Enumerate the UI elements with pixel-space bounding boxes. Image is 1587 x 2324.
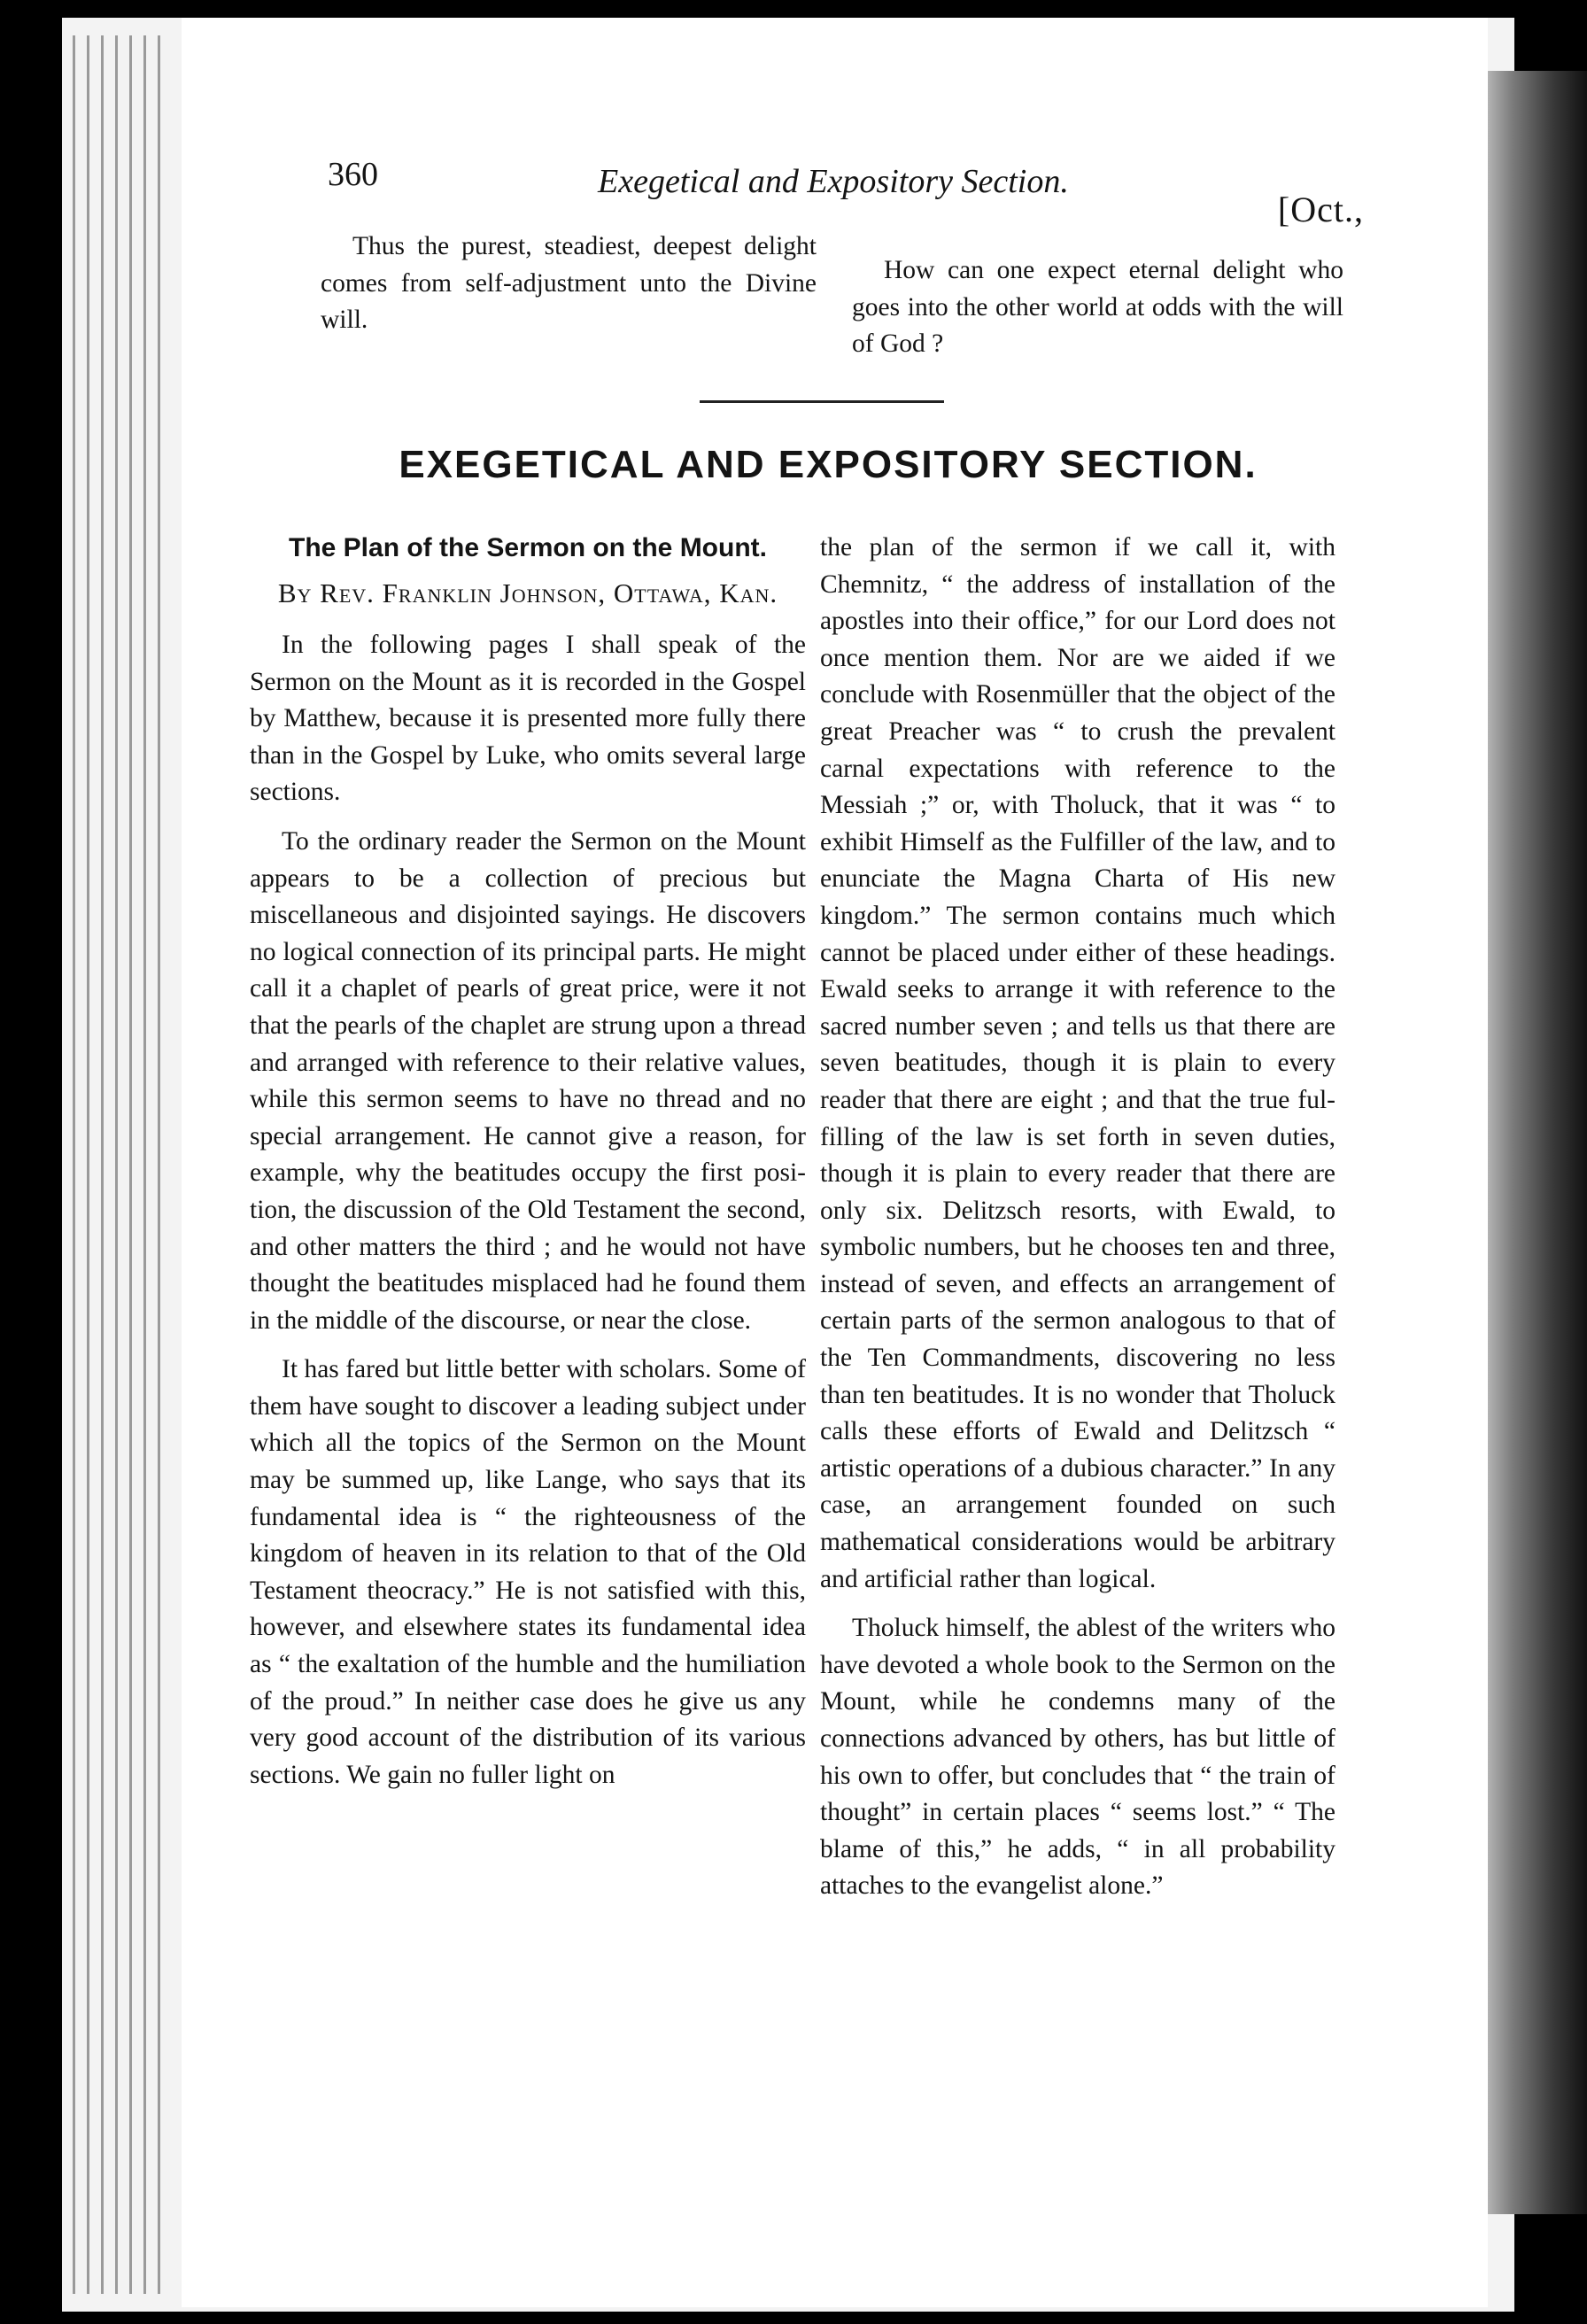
page-edge-line: [87, 35, 89, 2294]
intro-left-paragraph: Thus the purest, steadiest, deepest delight comes from self-adjustment unto the Divine will.: [321, 232, 817, 335]
page-edge-line: [143, 35, 146, 2294]
page-edge-line: [115, 35, 118, 2294]
page-edge-line: [101, 35, 104, 2294]
page-edge-line: [129, 35, 132, 2294]
article-title: The Plan of the Sermon on the Mount.: [289, 533, 767, 562]
article-left-column: [250, 530, 806, 1793]
paragraph: To the ordinary reader the Sermon on the Mount appears to be a collection of precious but miscellaneous and disjointed sayings. He discovers no logical connection of its principal parts. He might call it a chaplet of pearls of great price, were it not that the pearls of the chaplet are strung upon a thread and arranged with reference to their relative values, while this sermon seems to have no thread and no special arrangement. He cannot give a reason, for example, why the beatitudes occupy the first position, the discussion of the Old Testament the second, and other matters the third ; and he would not have thought the beatitudes misplaced had he found them in the middle of the discourse, or near the close.: [250, 826, 806, 1335]
page-edge-line: [158, 35, 160, 2294]
page-number: 360: [328, 156, 378, 193]
section-divider-rule: [700, 400, 944, 403]
article-right-column: [820, 530, 1335, 1905]
article-byline: By Rev. Franklin Johnson, Ottawa, Kan.: [277, 577, 778, 608]
page-header: [328, 155, 1364, 229]
intro-right-column: [852, 252, 1343, 363]
intro-left-column: [321, 229, 817, 339]
paragraph: In the following pages I shall speak of the Sermon on the Mount as it is recorded in the Gospel by Matthew, because it is presented more fully there than in the Gospel by Luke, who omits several large sections.: [250, 631, 806, 807]
paragraph: the plan of the sermon if we call it, with Chemnitz, “ the address of installation of the apostles into their office,” for our Lord does not once mention them. Nor are we aided if we conclude with Rosenmüller that the object of the great Preacher was “ to crush the prevalent carnal expectations with reference to the Messiah ;” or, with Tholuck, that it was “ to exhibit Himself as the Fulfiller of the law, and to enunciate the Magna Charta of His new kingdom.” The sermon contains much which cannot be placed under either of these headings. Ewald seeks to arrange it with reference to the sacred number seven ; and tells us that there are seven beatitudes, though it is plain to every reader that there are eight ; and that the true fulfilling of the law is set forth in seven duties, though it is plain to every reader that there are only six. Delitzsch resorts, with Ewald, to symbolic numbers, but he chooses ten and three, instead of seven, and effects an arrangement of certain parts of the sermon analogous to that of the Ten Commandments, discovering no less than ten beatitudes. It is no wonder that Tholuck calls these efforts of Ewald and Delitzsch “ artistic operations of a dubious character.” In any case, an arrangement founded on such mathematical considerations would be arbitrary and artificial rather than logical.: [820, 533, 1335, 1593]
binding-shadow: [1472, 71, 1587, 2214]
running-head: Exegetical and Expository Section.: [598, 163, 1069, 200]
page-edge-line: [73, 35, 75, 2294]
section-title: EXEGETICAL AND EXPOSITORY SECTION.: [399, 443, 1258, 486]
intro-right-paragraph: How can one expect eternal delight who goes into the other world at odds with the will of God ?: [852, 256, 1343, 359]
paragraph: Tholuck himself, the ablest of the writers who have devoted a whole book to the Sermon on the Mount, while he condemns many of the connections advanced by others, has but little of his own to offer, but concludes that “ the train of thought” in certain places “ seems lost.” “ The blame of this,” he adds, “ in all probability attaches to the evangelist alone.”: [820, 1614, 1335, 1901]
header-date: [Oct.,: [1277, 190, 1364, 229]
paragraph: It has fared but little better with scholars. Some of them have sought to discover a leading subject under which all the topics of the Sermon on the Mount may be summed up, like Lange, who says that its fundamental idea is “ the righteousness of the kingdom of heaven in its relation to that of the Old Testament theocracy.” He is not satisfied with this, however, and elsewhere states its fundamental idea as “ the exaltation of the humble and the humiliation of the proud.” In neither case does he give us any very good account of the distribution of its various sections. We gain no fuller light on: [250, 1355, 806, 1789]
